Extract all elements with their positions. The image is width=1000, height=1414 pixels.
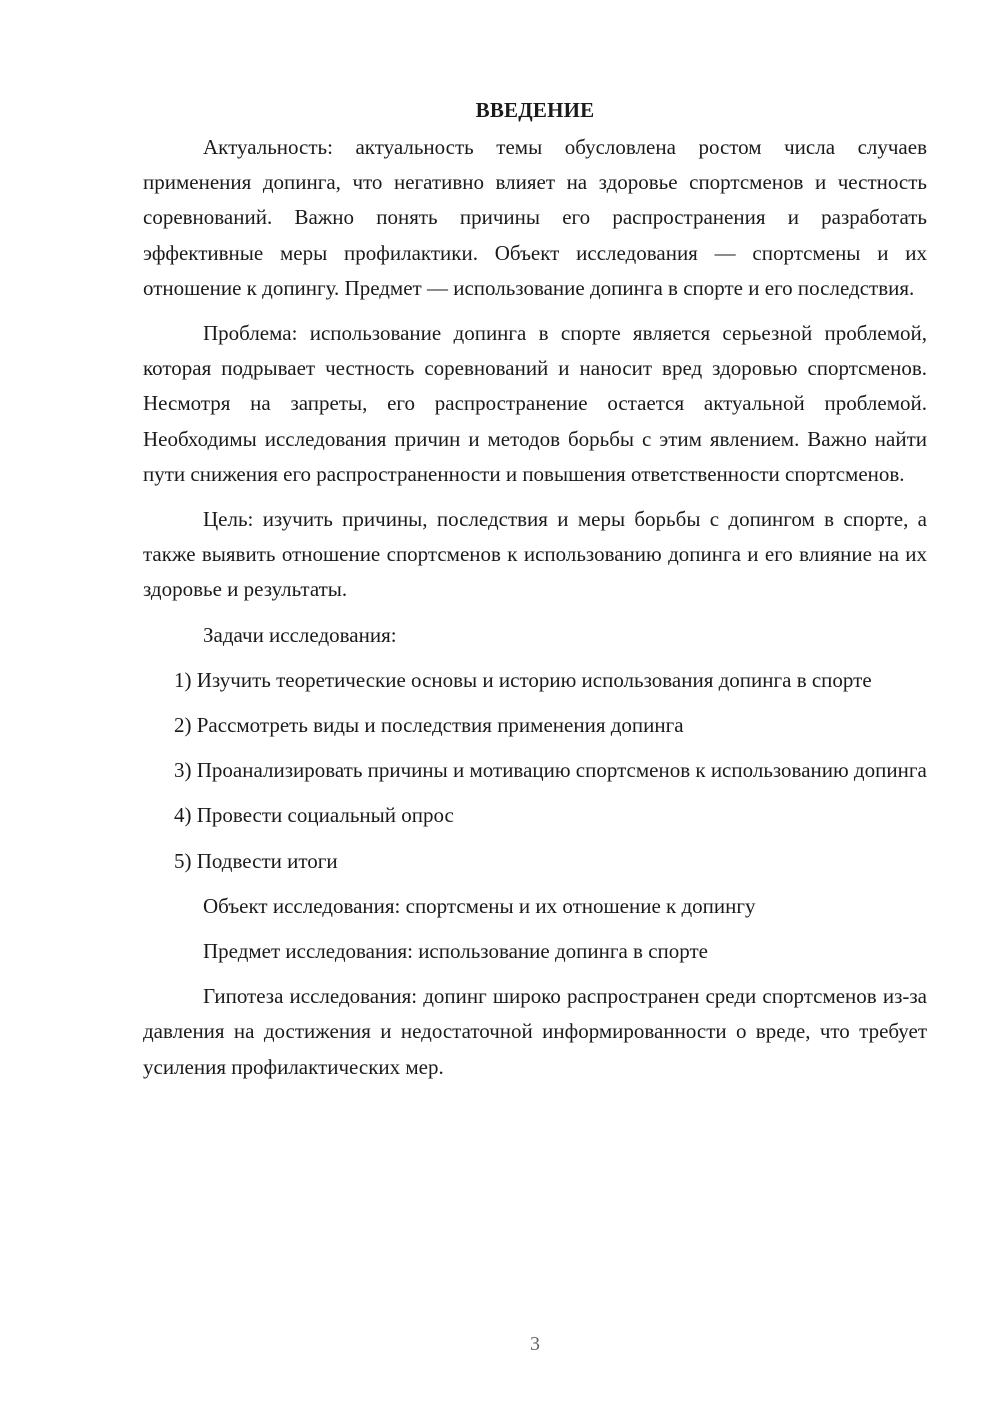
paragraph-object: Объект исследования: спортсмены и их отношение к допингу bbox=[203, 893, 756, 918]
paragraph-relevance: Актуальность: актуальность темы обусловлена ростом числа случаев применения допинга, что негативно влияет на здоровье спортсменов и честность соревнований. Важно понять причины его распространения и разработать эффективные меры профилактики. Объект исследования — спортсмены и их отношение к допингу. Предмет — использование допинга в спорте и его последствия. bbox=[143, 135, 927, 300]
paragraph-goal: Цель: изучить причины, последствия и меры борьбы с допингом в спорте, а также выявить отношение спортсменов к использованию допинга и его влияние на их здоровье и результаты. bbox=[143, 507, 927, 602]
task-item-5: 5) Подвести итоги bbox=[174, 848, 338, 873]
paragraph-subject: Предмет исследования: использование допинга в спорте bbox=[203, 939, 708, 964]
document-page bbox=[143, 90, 927, 1085]
task-item-2: 2) Рассмотреть виды и последствия применения допинга bbox=[174, 713, 684, 738]
task-item-1: 1) Изучить теоретические основы и историю использования допинга в спорте bbox=[174, 667, 872, 692]
page-title: ВВЕДЕНИЕ bbox=[475, 98, 595, 122]
tasks-heading: Задачи исследования: bbox=[203, 622, 397, 647]
paragraph-problem: Проблема: использование допинга в спорте является серьезной проблемой, которая подрывает честность соревнований и наносит вред здоровью спортсменов. Несмотря на запреты, его распространение остается актуальной проблемой. Необходимы исследования причин и методов борьбы с этим явлением. Важно найти пути снижения его распространенности и повышения ответственности спортсменов. bbox=[143, 321, 927, 486]
task-item-3: 3) Проанализировать причины и мотивацию спортсменов к использованию допинга bbox=[174, 758, 927, 783]
task-item-4: 4) Провести социальный опрос bbox=[174, 803, 454, 828]
paragraph-hypothesis: Гипотеза исследования: допинг широко распространен среди спортсменов из-за давления на достижения и недостаточной информированности о вреде, что требует усиления профилактических мер. bbox=[143, 984, 927, 1079]
page-number: 3 bbox=[530, 1333, 540, 1355]
